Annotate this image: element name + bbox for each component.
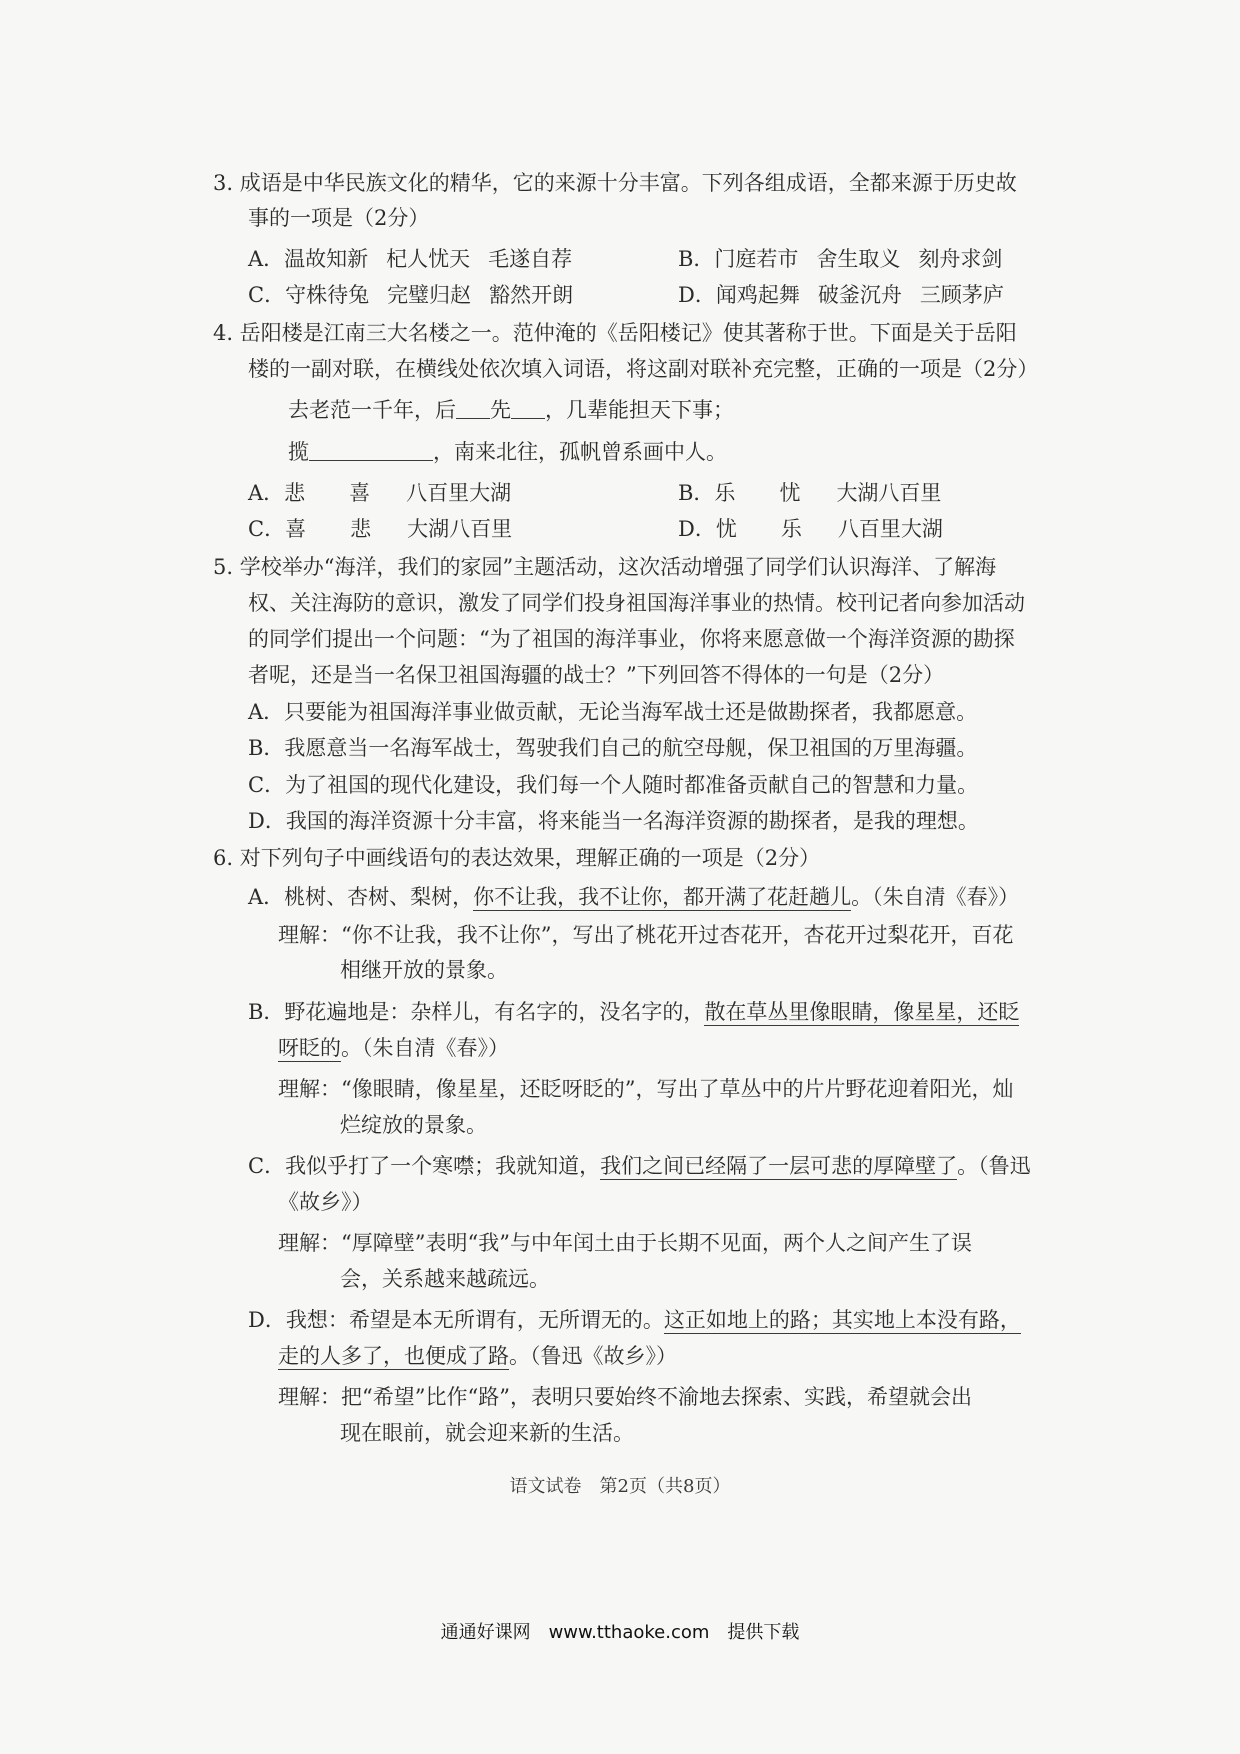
q5-stem-line-1: 5. 学校举办“海洋，我们的家园”主题活动，这次活动增强了同学们认识海洋、了解海	[213, 555, 997, 579]
q4-stem-line-1: 4. 岳阳楼是江南三大名楼之一。范仲淹的《岳阳楼记》使其著称于世。下面是关于岳阳	[213, 321, 1017, 345]
blank-2	[511, 398, 545, 419]
underlined-phrase: 我们之间已经隔了一层可悲的厚障壁了	[600, 1154, 958, 1178]
q6-option-a: A．桃树、杏树、梨树，你不让我，我不让你，都开满了花赶趟儿。（朱自清《春》）	[248, 885, 1020, 909]
download-credit: 通通好课网 www.tthaoke.com 提供下载	[440, 1622, 800, 1643]
q3-option-a: A．温故知新 杞人忧天 毛遂自荐	[248, 247, 573, 271]
q5-option-d: D．我国的海洋资源十分丰富，将来能当一名海洋资源的勘探者，是我的理想。	[248, 809, 979, 833]
underlined-phrase: 你不让我，我不让你，都开满了花赶趟儿	[473, 885, 852, 909]
q6-option-d: D．我想：希望是本无所谓有，无所谓无的。这正如地上的路；其实地上本没有路，	[248, 1308, 1021, 1332]
q4-couplet-line-2: 揽 ，南来北往，孤帆曾系画中人。	[288, 440, 727, 464]
q4-option-c: C．喜 悲 大湖八百里	[248, 517, 513, 541]
q5-option-a: A．只要能为祖国海洋事业做贡献，无论当海军战士还是做勘探者，我都愿意。	[248, 700, 978, 724]
q5-stem-line-2: 权、关注海防的意识，激发了同学们投身祖国海洋事业的热情。校刊记者向参加活动	[248, 591, 1025, 615]
q6-d-explanation-1: 理解：把“希望”比作“路”，表明只要始终不渝地去探索、实践，希望就会出	[278, 1385, 972, 1409]
blank-3	[309, 440, 433, 461]
q5-option-c: C．为了祖国的现代化建设，我们每一个人随时都准备贡献自己的智慧和力量。	[248, 773, 979, 797]
q6-b-explanation-2: 烂绽放的景象。	[340, 1113, 487, 1137]
q6-a-explanation-2: 相继开放的景象。	[340, 958, 508, 982]
q6-option-b: B．野花遍地是：杂样儿，有名字的，没名字的，散在草丛里像眼睛，像星星，还眨	[248, 1000, 1020, 1024]
q3-option-d: D．闻鸡起舞 破釜沉舟 三顾茅庐	[678, 283, 1004, 307]
q6-stem: 6. 对下列句子中画线语句的表达效果，理解正确的一项是（2分）	[213, 846, 821, 870]
underlined-phrase: 呀眨的	[278, 1036, 341, 1060]
q6-c-explanation-2: 会，关系越来越疏远。	[340, 1267, 550, 1291]
underlined-phrase: 走的人多了，也便成了路	[278, 1344, 509, 1368]
q6-a-explanation-1: 理解：“你不让我，我不让你”，写出了桃花开过杏花开，杏花开过梨花开，百花	[278, 923, 1014, 947]
page-footer: 语文试卷 第2页（共8页）	[509, 1476, 731, 1497]
q3-option-b: B．门庭若市 舍生取义 刻舟求剑	[678, 247, 1003, 271]
q4-option-d: D．忧 乐 八百里大湖	[678, 517, 943, 541]
q4-option-a: A．悲 喜 八百里大湖	[248, 481, 512, 505]
q4-option-b: B．乐 忧 大湖八百里	[678, 481, 942, 505]
q3-option-c: C．守株待兔 完璧归赵 豁然开朗	[248, 283, 574, 307]
q6-d-line-2: 走的人多了，也便成了路。（鲁迅《故乡》）	[278, 1344, 677, 1368]
underlined-phrase: 这正如地上的路；其实地上本没有路，	[663, 1308, 1021, 1332]
q4-stem-line-2: 楼的一副对联，在横线处依次填入词语，将这副对联补充完整，正确的一项是（2分）	[248, 357, 1039, 381]
underlined-phrase: 散在草丛里像眼睛，像星星，还眨	[704, 1000, 1020, 1024]
q3-stem-line-2: 事的一项是（2分）	[248, 206, 430, 230]
blank-1	[456, 398, 490, 419]
q6-c-source: 《故乡》）	[278, 1190, 373, 1214]
q6-c-explanation-1: 理解：“厚障壁”表明“我”与中年闰土由于长期不见面，两个人之间产生了误	[278, 1231, 972, 1255]
q3-stem-line-1: 3. 成语是中华民族文化的精华，它的来源十分丰富。下列各组成语，全都来源于历史故	[213, 171, 1017, 195]
q6-option-c: C．我似乎打了一个寒噤；我就知道，我们之间已经隔了一层可悲的厚障壁了。（鲁迅	[248, 1154, 1031, 1178]
q5-stem-line-4: 者呢，还是当一名保卫祖国海疆的战士？”下列回答不得体的一句是（2分）	[248, 663, 945, 687]
q5-option-b: B．我愿意当一名海军战士，驾驶我们自己的航空母舰，保卫祖国的万里海疆。	[248, 736, 978, 760]
q6-d-explanation-2: 现在眼前，就会迎来新的生活。	[340, 1421, 634, 1445]
q4-couplet-line-1: 去老范一千年，后 先 ，几辈能担天下事；	[288, 398, 734, 422]
q6-b-explanation-1: 理解：“像眼睛，像星星，还眨呀眨的”，写出了草丛中的片片野花迎着阳光，灿	[278, 1077, 1014, 1101]
q6-b-line-2: 呀眨的。（朱自清《春》）	[278, 1036, 509, 1060]
q5-stem-line-3: 的同学们提出一个问题：“为了祖国的海洋事业，你将来愿意做一个海洋资源的勘探	[248, 627, 1015, 651]
